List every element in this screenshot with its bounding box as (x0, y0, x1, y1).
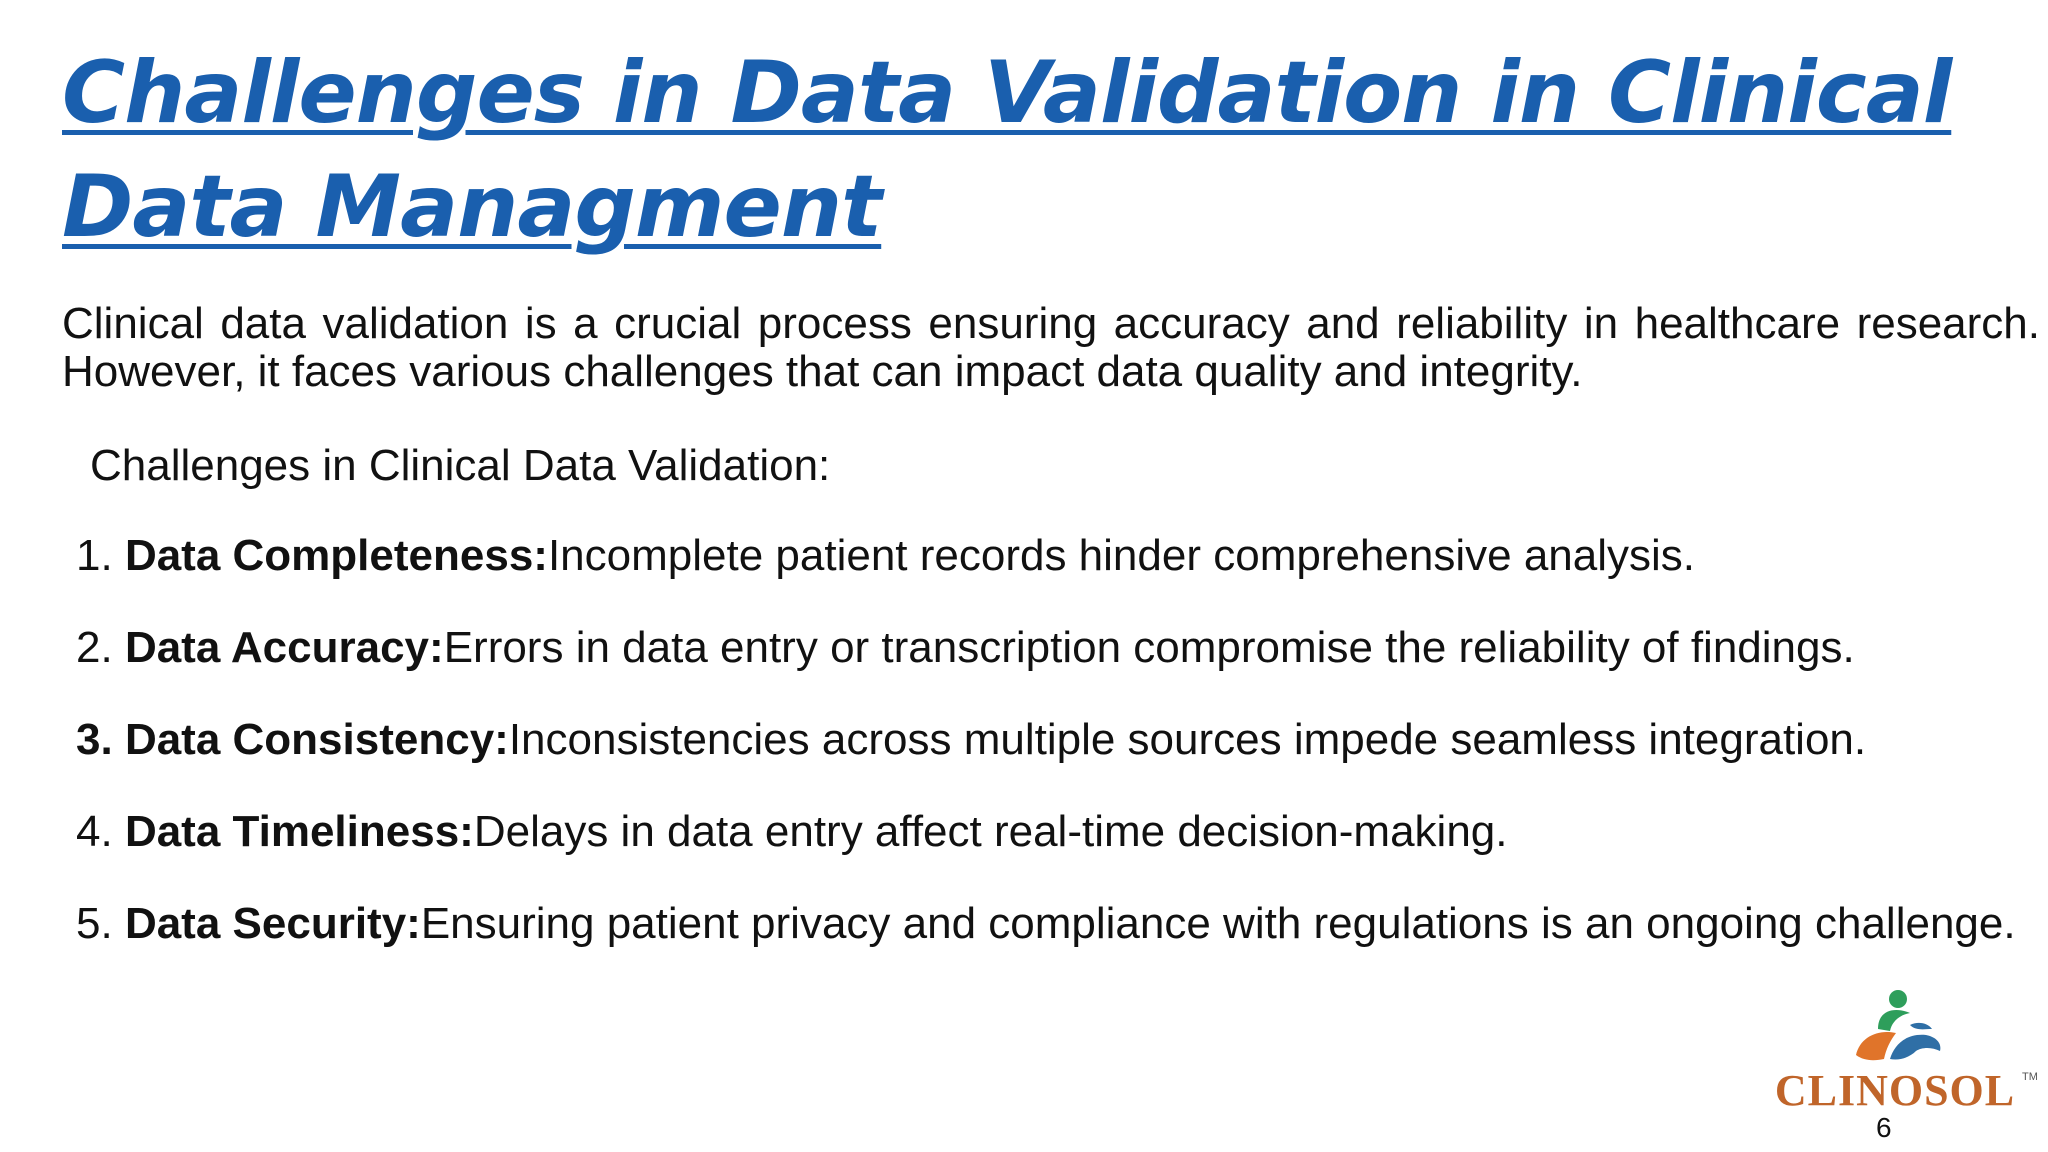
list-item (76, 622, 2036, 714)
item-term: Data Security: (124, 899, 421, 948)
item-description: Incomplete patient records hinder comprehensive analysis. (547, 531, 1696, 580)
intro-paragraph: Clinical data validation is a crucial process ensuring accuracy and reliability in healthcare research. However, it faces various challenges that can impact data quality and integrity. (62, 299, 2040, 396)
item-description: Delays in data entry affect real-time decision-making. (473, 807, 1508, 856)
logo-trademark: TM (2022, 1071, 2038, 1083)
item-number: 3. (76, 715, 113, 764)
list-item (76, 898, 2036, 990)
item-number: 4. (76, 807, 113, 856)
item-term: Data Timeliness: (124, 807, 474, 856)
item-description: Ensuring patient privacy and compliance with regulations is an ongoing challenge. (420, 899, 2016, 948)
logo-blue-accent (1910, 1023, 1932, 1029)
clinosol-logo-icon (1760, 985, 2036, 1069)
page-number: 6 (1876, 1112, 1892, 1143)
item-number: 2. (76, 623, 113, 672)
list-item (76, 530, 2036, 622)
item-term: Data Accuracy: (124, 623, 444, 672)
clinosol-logo (1760, 985, 2036, 1115)
item-term: Data Consistency: (124, 715, 509, 764)
item-description: Inconsistencies across multiple sources impede seamless integration. (508, 715, 1867, 764)
item-description: Errors in data entry or transcription compromise the reliability of findings. (443, 623, 1855, 672)
logo-wordmark: CLINOSOL (1774, 1066, 2016, 1115)
item-number: 5. (76, 899, 113, 948)
challenges-list (76, 530, 2036, 990)
item-number: 1. (76, 531, 113, 580)
item-term: Data Completeness: (124, 531, 548, 580)
logo-blue-hand (1890, 1035, 1940, 1060)
logo-orange-hand (1856, 1032, 1896, 1060)
logo-green-leaf (1878, 1010, 1910, 1031)
list-item (76, 714, 2036, 806)
challenges-subheading: Challenges in Clinical Data Validation: (90, 441, 831, 490)
logo-head-shape (1889, 990, 1907, 1008)
slide-title: Challenges in Data Validation in Clinical Data Managment (62, 43, 1952, 257)
list-item (76, 806, 2036, 898)
